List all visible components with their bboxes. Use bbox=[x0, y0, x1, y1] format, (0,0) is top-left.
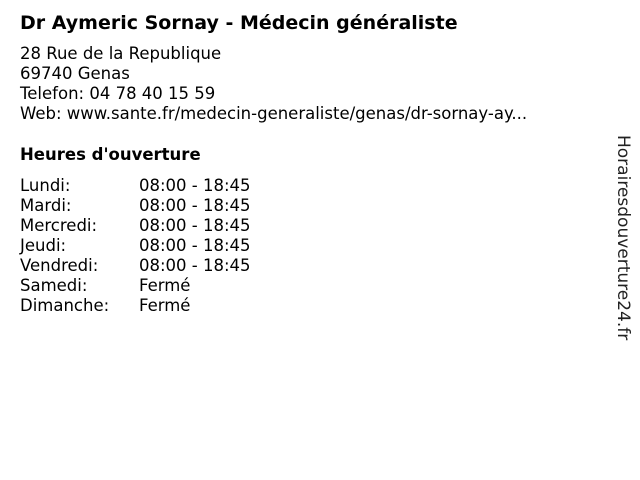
phone-line: Telefon: 04 78 40 15 59 bbox=[20, 84, 216, 103]
opening-hours-table bbox=[20, 176, 610, 316]
hours-row-friday bbox=[20, 256, 610, 276]
day-label: Dimanche: bbox=[20, 296, 110, 315]
day-label: Vendredi: bbox=[20, 256, 99, 275]
hours-row-sunday bbox=[20, 296, 610, 316]
time-value: Fermé bbox=[139, 276, 191, 295]
time-value: 08:00 - 18:45 bbox=[139, 216, 251, 235]
time-value: 08:00 - 18:45 bbox=[139, 176, 251, 195]
hours-row-saturday bbox=[20, 276, 610, 296]
day-label: Samedi: bbox=[20, 276, 88, 295]
hours-row-thursday bbox=[20, 236, 610, 256]
time-value: 08:00 - 18:45 bbox=[139, 196, 251, 215]
time-value: 08:00 - 18:45 bbox=[139, 256, 251, 275]
doctor-title: Dr Aymeric Sornay - Médecin généraliste bbox=[20, 12, 458, 34]
website-line: Web: www.sante.fr/medecin-generaliste/genas/dr-sornay-ay... bbox=[20, 104, 528, 123]
day-label: Mardi: bbox=[20, 196, 72, 215]
hours-row-tuesday bbox=[20, 196, 610, 216]
site-watermark: Horairesdouverture24.fr bbox=[613, 135, 633, 341]
day-label: Lundi: bbox=[20, 176, 71, 195]
day-label: Jeudi: bbox=[20, 236, 67, 255]
opening-hours-heading: Heures d'ouverture bbox=[20, 145, 201, 164]
hours-row-wednesday bbox=[20, 216, 610, 236]
city-postal: 69740 Genas bbox=[20, 64, 130, 83]
day-label: Mercredi: bbox=[20, 216, 98, 235]
time-value: 08:00 - 18:45 bbox=[139, 236, 251, 255]
street-address: 28 Rue de la Republique bbox=[20, 44, 222, 63]
hours-row-monday bbox=[20, 176, 610, 196]
doctor-card bbox=[20, 10, 610, 316]
time-value: Fermé bbox=[139, 296, 191, 315]
contact-block bbox=[20, 44, 610, 124]
